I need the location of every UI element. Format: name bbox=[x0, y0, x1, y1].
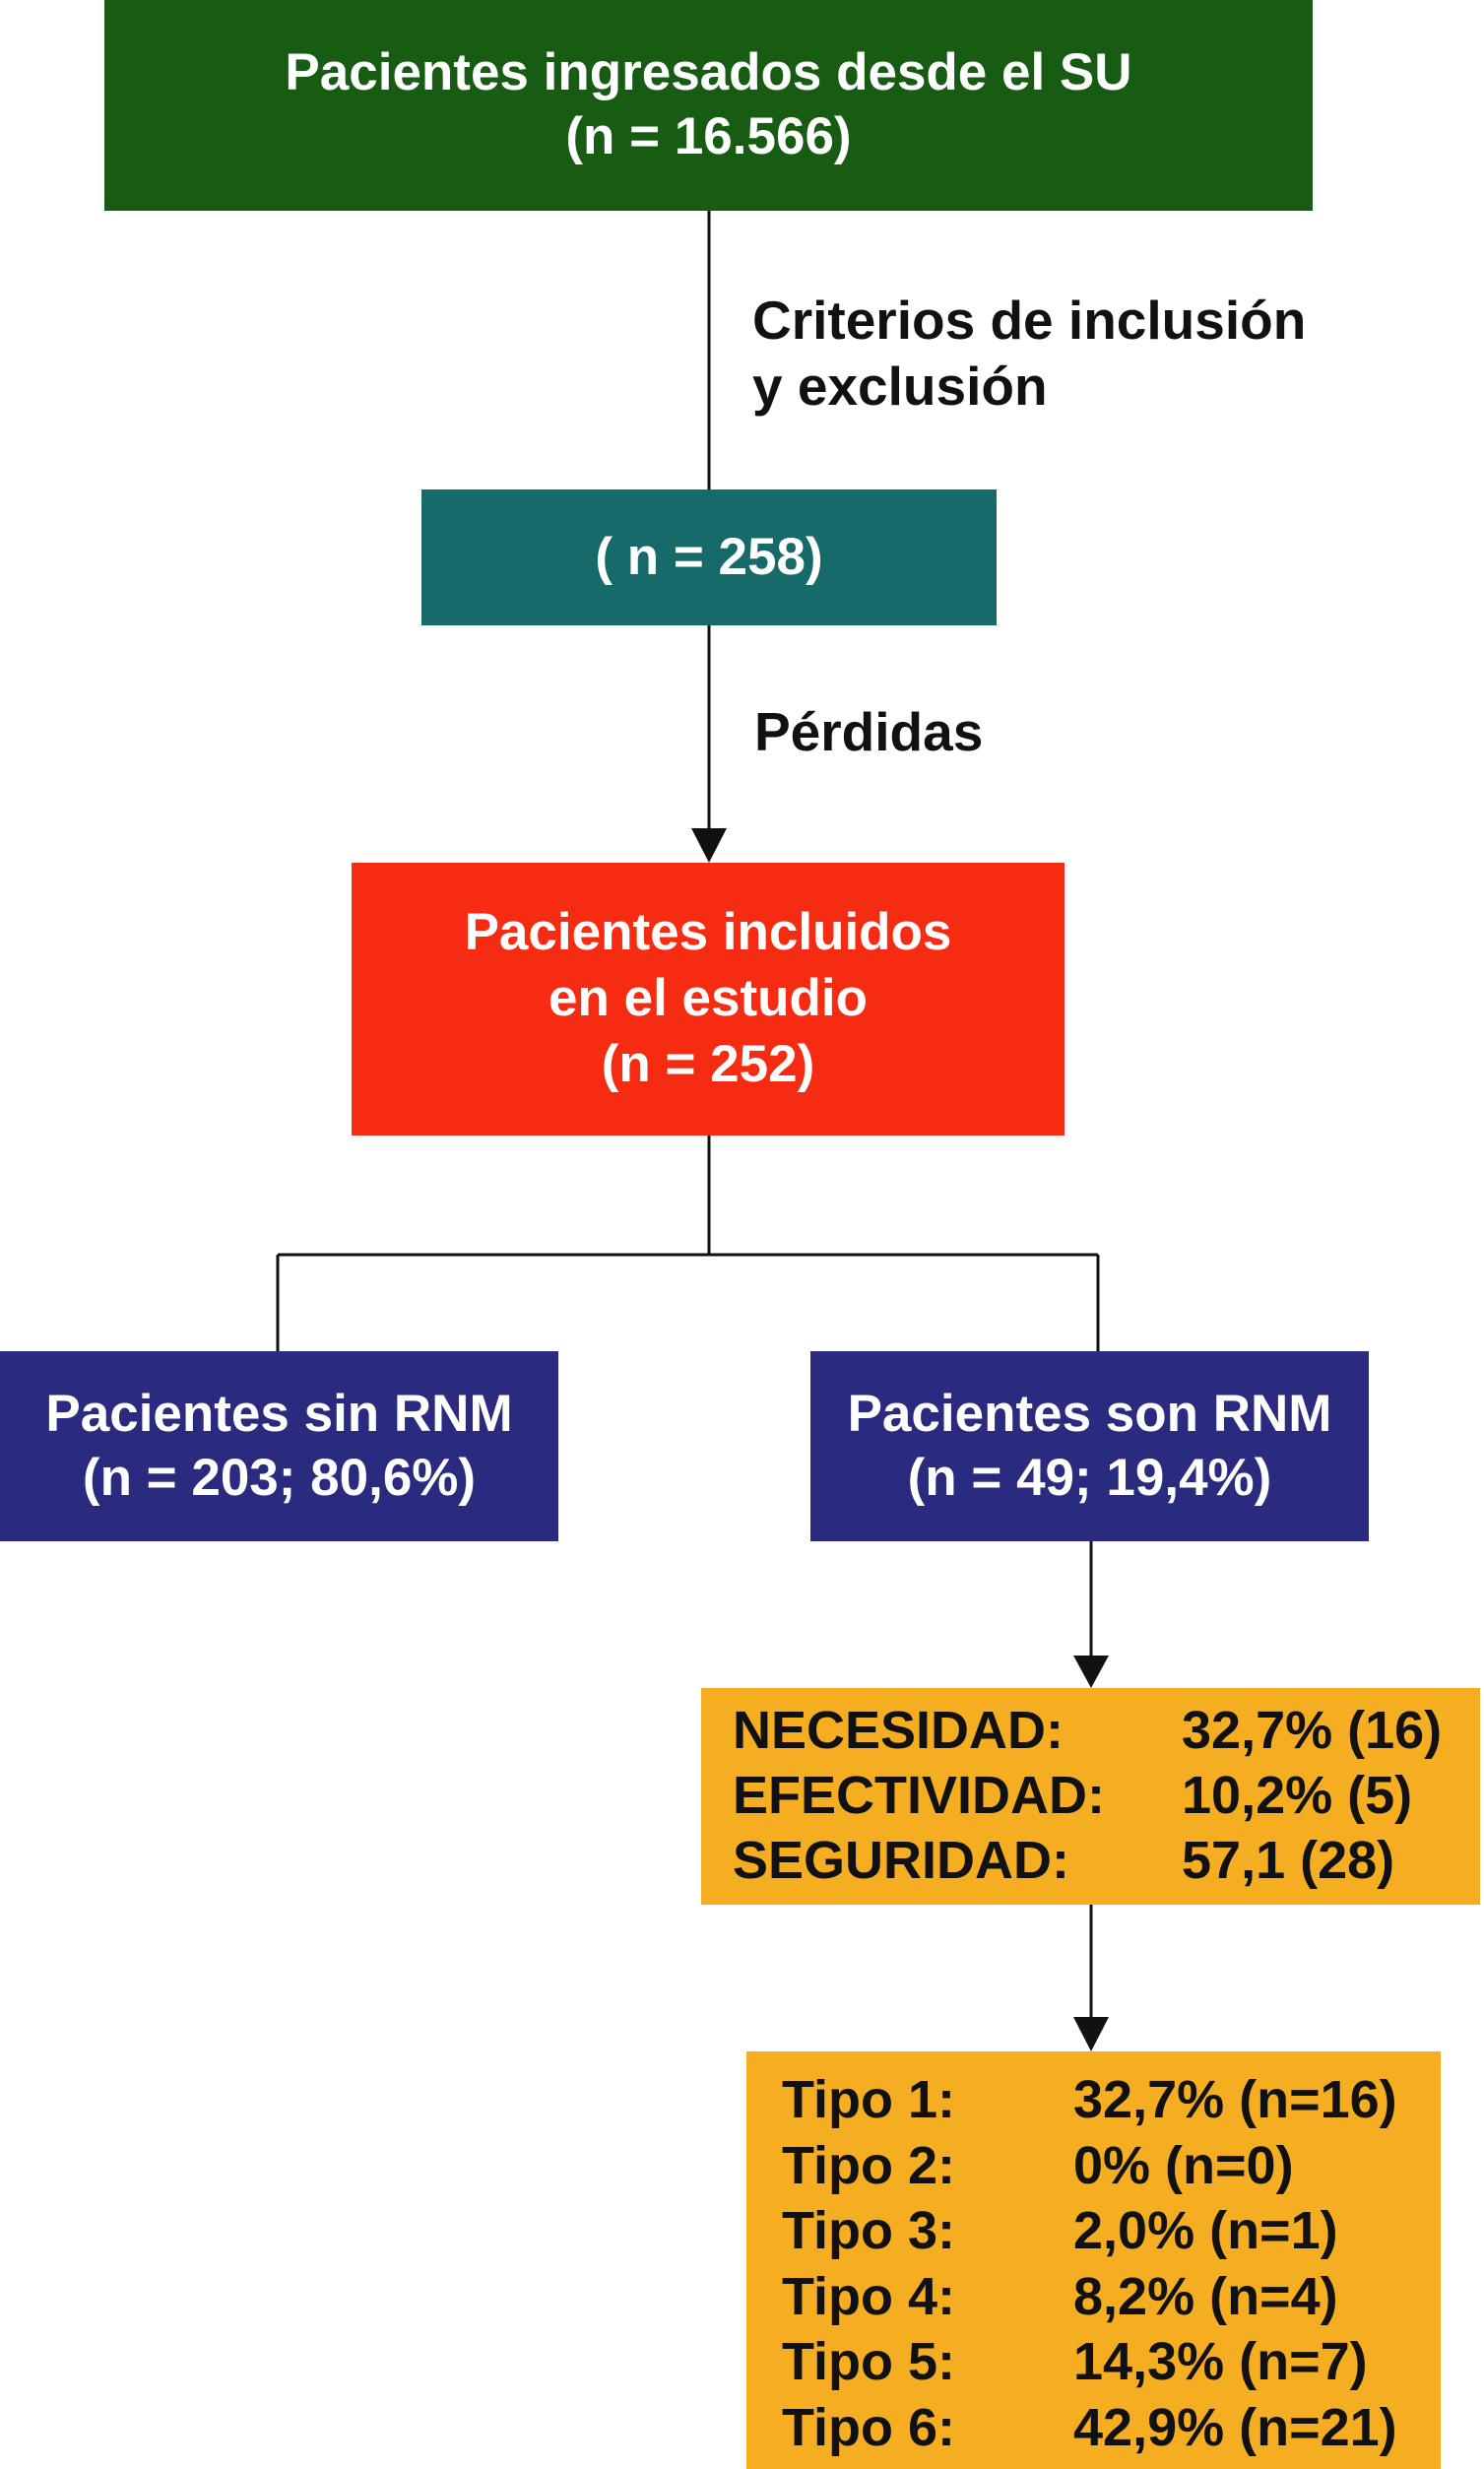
type-row bbox=[782, 2264, 1441, 2330]
included-patients-line1: Pacientes incluidos bbox=[464, 903, 952, 962]
arrowhead-to-categories bbox=[1073, 1656, 1109, 1688]
category-label: SEGURIDAD: bbox=[733, 1831, 1070, 1890]
patients-with-rnm-box bbox=[810, 1351, 1369, 1541]
admitted-patients-box bbox=[104, 0, 1313, 211]
losses-label-text: Pérdidas bbox=[754, 701, 984, 762]
type-value: 32,7% (n=16) bbox=[1073, 2070, 1397, 2129]
arrowhead-to-types bbox=[1073, 2017, 1109, 2051]
category-row bbox=[733, 1763, 1480, 1828]
type-row bbox=[782, 2329, 1441, 2395]
criteria-label-line1: Criterios de inclusión bbox=[752, 290, 1307, 351]
type-value: 0% (n=0) bbox=[1073, 2135, 1294, 2195]
category-row bbox=[733, 1828, 1480, 1893]
category-row bbox=[733, 1698, 1480, 1763]
type-row bbox=[782, 2198, 1441, 2264]
included-patients-count: (n = 252) bbox=[601, 1034, 815, 1093]
type-value: 14,3% (n=7) bbox=[1073, 2332, 1368, 2391]
type-value: 42,9% (n=21) bbox=[1073, 2397, 1397, 2457]
type-row bbox=[782, 2395, 1441, 2461]
type-label: Tipo 1: bbox=[782, 2070, 956, 2129]
category-value: 10,2% (5) bbox=[1182, 1766, 1413, 1825]
rnm-categories-box bbox=[701, 1688, 1480, 1905]
category-value: 57,1 (28) bbox=[1182, 1831, 1395, 1890]
patients-without-rnm-box bbox=[0, 1351, 558, 1541]
admitted-patients-title: Pacientes ingresados desde el SU bbox=[285, 43, 1132, 102]
patients-with-rnm-count: (n = 49; 19,4%) bbox=[907, 1448, 1272, 1507]
criteria-label bbox=[752, 288, 1306, 420]
eligible-patients-box bbox=[421, 489, 997, 625]
patients-with-rnm-title: Pacientes son RNM bbox=[847, 1384, 1332, 1443]
admitted-patients-count: (n = 16.566) bbox=[565, 107, 852, 165]
type-label: Tipo 4: bbox=[782, 2266, 956, 2326]
arrowhead-to-included bbox=[691, 828, 727, 863]
type-label: Tipo 2: bbox=[782, 2135, 956, 2195]
type-row bbox=[782, 2133, 1441, 2199]
type-label: Tipo 5: bbox=[782, 2332, 956, 2391]
type-value: 8,2% (n=4) bbox=[1073, 2266, 1338, 2326]
type-label: Tipo 6: bbox=[782, 2397, 956, 2457]
type-label: Tipo 3: bbox=[782, 2201, 956, 2260]
criteria-label-line2: y exclusión bbox=[752, 356, 1048, 418]
losses-label bbox=[754, 699, 983, 765]
patients-without-rnm-title: Pacientes sin RNM bbox=[45, 1384, 513, 1443]
category-value: 32,7% (16) bbox=[1182, 1701, 1443, 1760]
type-row bbox=[782, 2067, 1441, 2133]
category-label: NECESIDAD: bbox=[733, 1701, 1065, 1760]
rnm-types-box bbox=[746, 2051, 1441, 2469]
included-patients-line2: en el estudio bbox=[548, 969, 868, 1028]
type-value: 2,0% (n=1) bbox=[1073, 2201, 1338, 2260]
patients-without-rnm-count: (n = 203; 80,6%) bbox=[82, 1448, 477, 1507]
category-label: EFECTIVIDAD: bbox=[733, 1766, 1105, 1825]
included-patients-box bbox=[352, 863, 1065, 1136]
eligible-patients-count: ( n = 258) bbox=[595, 527, 823, 586]
